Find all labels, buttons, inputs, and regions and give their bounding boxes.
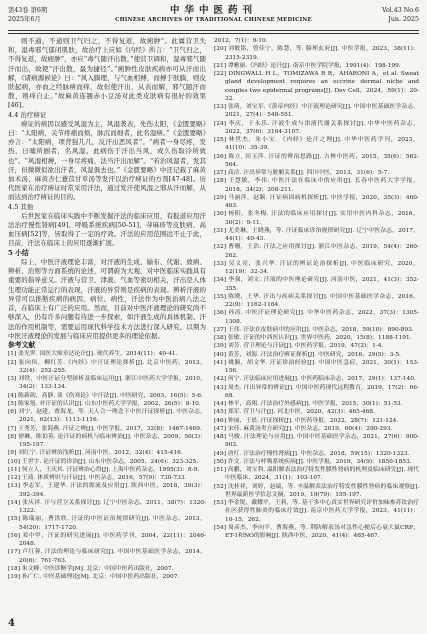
reference-item: [40] 黄芳，刘海. 汗法治疗痹证探析[J]. 中医研究，2016，29(5)：3-5. bbox=[214, 351, 401, 358]
left-column bbox=[8, 37, 206, 622]
page-number: 4 bbox=[8, 618, 15, 629]
reference-item: [38] 张敏. 汗证的中西医认识[J]. 世界中医药，2020，15(8)：1188-1191. bbox=[214, 335, 412, 341]
reference-item: [27] 高洁. 汗出异常与脏腑关系[J]. 四川中医，2013，31(6)：5-7. bbox=[214, 170, 390, 176]
reference-item: [43] 周杰. 汗出异常的辨证[J]. 中国中医药现代远程教育，2019，17(2)：66-68. bbox=[214, 384, 419, 399]
date-cn: 2025年6月 bbox=[8, 16, 41, 23]
references-list-right bbox=[214, 37, 419, 540]
issue-info-right bbox=[382, 6, 419, 24]
reference-item: [7] 王秀芳，张海燕. 汗证之辨[J]. 中医学报，2017，32(8)：1467-1469. bbox=[8, 425, 202, 432]
reference-item: [36] 孙涛. 中医汗证理论研究[J]. 中华中医药杂志，2022，37(3)：1305-1308. bbox=[214, 310, 419, 325]
journal-title-cn: 中华中医药刊 bbox=[169, 5, 257, 16]
section-4-5-title: 4.5 其他 bbox=[8, 202, 34, 211]
reference-item: [47] 宋佳. 麻黄汤类方研究[J]. 中医杂志，2019，60(4)：290-293. bbox=[214, 425, 393, 432]
reference-item: [5] 陈家旭. 对汗证的认识[J]. 山东中医药大学学报，2002，26(5)：8-10. bbox=[8, 400, 201, 407]
reference-item: [20] 刘敏铭，曾佳宁，陈慧，等. 腠理玄府[J]. 中医学报，2023，38(11)：2315-2319. bbox=[214, 46, 419, 61]
reference-item: [51] 高鹏，刘宝利. 温阳解表法治疗特发性膜性肾病的机理及临床研究[J]. 现代中医临床，2024，31(1)：103-107. bbox=[214, 467, 419, 482]
date-en: Jun. 2025 bbox=[388, 16, 419, 23]
reference-item: [4] 陈新韵，高静. 谈《伤寒论》中汗法[J]. 中医研究，2003，16(5)：5-6. bbox=[8, 392, 203, 399]
reference-item: [17] 卢红蓉. 汗法的理论与临床研究[J]. 中国中医基础医学杂志，2014，20(6)：761-763. bbox=[8, 549, 206, 564]
reference-item: [44] 林平，高翔. 汗法治疗外感病[J]. 中医学报，2015，30(1)：51-53. bbox=[214, 401, 403, 407]
reference-item: [34] 李强，刘文. 汗液的中医理论研究[J]. 河南中医，2021，41(3)：352-355. bbox=[214, 277, 419, 292]
journal-title bbox=[88, 5, 339, 24]
header-rule-thick bbox=[8, 30, 419, 31]
reference-item: [2] 张向伟，柳红芳.《内经》中汗证理论探析[J]. 北京中医药，2013，32(4)：252-255. bbox=[8, 359, 206, 374]
reference-item: [15] 陈瑞丽，曹洪欣. 汗证的中医证治规律研究[J]. 中医杂志，2013，54(20)：1717-1720. bbox=[8, 516, 206, 531]
reference-item: [3] 刘铁，中医汗证分型探析及临床运用[J]. 浙江中医药大学学报，2010，34(2)：133-134. bbox=[8, 376, 206, 391]
section-5-text: 综上，中医汗液理论丰富，对汗液的生成、输布、代谢、致病、辨析、治则等方面系统的论述，可谓蔚为大观，对中医临床实践具有重要的指导意义。汗液与营卫、津液、气血等密切相关，汗出是人体生理功能正常运行的表现，汗液的异常则是疾病的表现。辨析汗液的异常可以推断疾病的病因、病位、病性，汗法作为中医治病八法之首，在临床上有广泛的应用。然而，目前对中医汗液理论的研究尚不够深入，仍有许多问题有待进一步探索，如汗液生成的具体机制、汗法的作用机制等，需要运用现代科学技术方法进行深入研究，以期为中医汗液理论的发展与临床应用提供更多的理论依据。 bbox=[8, 258, 206, 340]
reference-item: [32] 曹珊，王浩. 汗法之应用探讨[J]. 浙江中医杂志，2019，54(4)：260-262. bbox=[214, 244, 419, 259]
section-4-5-text: 后世医家在临床实践中不断发掘汗法的临床应用，有报道应用汗法治疗慢性肾病[49]、呼吸系统疾病[50-51]、荨麻疹等皮肤病、高血压病[52]等，皆取得了一定的疗效。汗法的应用范围远不止于此，目前，汗法在临床上的应用逐渐扩展。 bbox=[8, 211, 206, 248]
reference-item: [22] DINGWALL H L，TOMIZAWA R R，AHARONI A，et al. Sweat gland development requires an eccrine dermal niche and couples two epidermal programs[J]. Dev Cell，2024，59(1)：20-32. bbox=[214, 71, 419, 102]
reference-item: [8] 徐琳，陈伯英. 论汗证的病机与临床辨治[J]. 中医杂志，2009，50(3)：195-197. bbox=[8, 433, 206, 449]
reference-item: [6] 刘宁，赵建，贾海龙，等. 天人合一理念下中医汗证探析[J]. 中医杂志，2021，62(13)：1113-1116. bbox=[8, 409, 206, 424]
section-4-4-text: 痹证的病因以感受风湿为主，风湿袭表，先伤太阳，《金匮要略》曰：“太阳病，关节疼痛而烦，脉沉而细者，此名湿痹。”《金匮要略》亦言：“太阳病，项背强几几，反汗出恶风者”。“病者一身尽疼，发热，日晡所剧者，名风湿。此病伤于汗出当风，或久伤取冷所致也”。“风湿相搏，一身尽疼痛，法当汗出而解”。“若治风湿者，发其汗，但微微似欲出汗者，风湿俱去也。”《金匮要略》中还记载了麻黄加术汤、麻黄杏仁薏苡甘草汤等发汗以治疗痹证的方剂[47-48]。历代医家在治疗痹证时常采用汗法，通过发汗使风湿之邪从汗而解，从而达到治疗痹证的目的。 bbox=[8, 119, 206, 202]
reference-item: [21] 谭雅丽.《内经》论汗[J]. 南京中医学院学报，1991(4)：198-199. bbox=[214, 62, 401, 69]
reference-item: [46] 钟丽，王晨. 汗证探析[J]. 中医药导报，2022，28(7)：121-124. bbox=[214, 417, 399, 424]
reference-item: [48] 马骏. 汗法理论与应用[J]. 中国中医基础医学杂志，2021，27(6)：900-903. bbox=[214, 434, 419, 449]
reference-item: [52] 沈桂祥，刘婷，赵瑞，等. 辛温解表法治疗特发性膜性肾病的临床观察[J]. 世界最新医学信息文摘，2019，19(79)：195-197. bbox=[214, 483, 419, 498]
reference-item: [12] 王琦. 体质辨识与汗证[J]. 中医杂志，2016，57(9)：730-733. bbox=[8, 475, 187, 482]
reference-item: [37] 王伟. 汗法在皮肤病中的应用[J]. 中医杂志，2018，59(10)：890-893. bbox=[214, 326, 414, 333]
header-rule-thin bbox=[8, 33, 419, 34]
reference-item: [39] 刘芳. 营卫理论与汗证[J]. 中医药学报，2019，47(2)：1-4. bbox=[214, 343, 384, 350]
reference-item: [29] 马丽萍，赵颖. 汗证病因病机探析[J]. 中医学报，2020，35(3)：460-463. bbox=[214, 194, 419, 209]
reference-item: [42] 何宁. 汗法临床应用进展[J]. 中医药临床杂志，2017，29(1)：137-140. bbox=[214, 376, 416, 383]
issue-info-left bbox=[8, 6, 47, 24]
reference-item: [11] 何立人，王庆其. 汗证辨治心得[J]. 上海中医药杂志，1995(3)：8-9. bbox=[8, 466, 200, 473]
reference-item: [45] 郑军. 营卫与汗[J]. 河北中医，2020，42(3)：465-468. bbox=[214, 409, 375, 416]
reference-item: [50] 许文. 汗法与呼吸系统疾病[J]. 中医学报，2019，34(9)：1850-1853. bbox=[214, 458, 412, 465]
reference-item: [30] 杨阳，张冬梅. 汗法的临床应用探讨[J]. 实用中医内科杂志，2016，30(2)：9-11. bbox=[214, 211, 419, 226]
reference-item: [16] 邓中甲，汗证的研究进展[J]. 中医药学刊，2004，22(11)：2046-2048. bbox=[8, 532, 206, 548]
reference-item: [28] 王慧敏，李伟. 中医汗法在临床中的应用[J]. 长春中医药大学学报，2018，34(2)：208-211. bbox=[214, 178, 419, 193]
reference-item: [10] 王世宇. 论汗证的诊治[J]. 山东中医杂志，2005，24(6)：323-325. bbox=[8, 458, 199, 465]
reference-item: [54] 周彦杰，李向平，曹海燕，等. 荆防解表汤对急性心梗后心衰大鼠CRP、ET-1和NO的影响[J]. 陕西中医，2020，41(4)：465-467. bbox=[214, 524, 419, 539]
intro-paragraph: 则不通，不通则卫气归之，不得复返，故痈肿”。此属营卫失和，湿毒邪气郁闭肌肤，故治疗上应如《内经》所言：“卫气归之，不得复返，故痈肿”，亦应“毒气随汗出散，”使营卫调和，湿毒邪气随汗而出，故使“汗出散，最为捷径”。”痈肿性皮肤疾病亦可从汗而出解，《诸病源候论》曰：“风入腠理，与气血相搏，而搏于肤腠，则皮肤起病，亦血之经脉痹而痒，故但使汗出，从表而解，邪气随汗而散，则痒自止。”故麻黄连翘赤小豆汤对此类皮肤病有很好的效果[46]。 bbox=[8, 37, 206, 110]
section-4-4-title: 4.4 治疗痹证 bbox=[8, 110, 47, 119]
reference-item: [31] 尤美琳，王晓燕，等. 汗证临床诊治规律研究[J]. 辽宁中医杂志，2017，44(1)：40-43. bbox=[214, 227, 419, 242]
reference-item: 2012，7(1)：9-10. bbox=[214, 38, 268, 44]
reference-item: [24] 李庆，于永乐. 汗液生成与津液代谢关系探讨[J]. 中华中医药杂志，2022，37(6)：3104-3107. bbox=[214, 120, 419, 135]
reference-item: [41] 姚颖，胡文华. 汗证诊治经验[J]. 中国中医急症，2021，30(1)：153-156. bbox=[214, 359, 419, 374]
reference-item: [35] 陈晓，王华. 汗出与疾病关系探讨[J]. 中国中医基础医学杂志，2016，22(9)：1162-1164. bbox=[214, 293, 419, 308]
reference-item: [1] 张光霁. 国医大师章达论汗[J]. 现代养生，2014(11)：40-41. bbox=[8, 351, 178, 358]
reference-item: [13] 李志军，王建华. 汗法的源流及应用[J]. 陕西中医，2018，39(3)：392-394. bbox=[8, 483, 206, 498]
reference-item: [25] 林世杰，朱小宝. 《内经》论汗之理[J]. 中华中医药学刊，2023，41(10)：35-39. bbox=[214, 137, 419, 152]
reference-item: [9] 刘红宁. 汗证辨治浅析[J]. 河南中医，2012，32(4)：415-416. bbox=[8, 450, 183, 457]
section-5-title: 5 小结 bbox=[8, 248, 29, 257]
reference-item: [26] 陈立, 田玉萍. 汗证的辨治思路[J]. 吉林中医药，2015，35(6)：562-564. bbox=[214, 153, 419, 168]
page-header bbox=[8, 5, 419, 31]
journal-title-en: CHINESE ARCHIVES OF TRADITIONAL CHINESE MEDICINE bbox=[115, 17, 312, 23]
volume-issue: 第43卷 第6期 bbox=[8, 7, 48, 14]
reference-item: [18] 朱文峰. 中医诊断学[M]. 北京：中国中医药出版社，2007. bbox=[8, 565, 174, 572]
reference-item: [19] 孙广仁. 中医基础理论[M]. 北京：中国中医药出版社，2007. bbox=[8, 574, 180, 581]
reference-item: [14] 张庆祥. 汗与营卫关系探讨[J]. 辽宁中医杂志，2011，38(7)：1320-1322. bbox=[8, 499, 206, 515]
reference-item: [49] 唐红. 汗法治疗慢性肾病[J]. 中医杂志，2018，59(15)：1320-1323. bbox=[214, 450, 410, 457]
references-heading: 参考文献 bbox=[8, 340, 36, 349]
right-column bbox=[214, 37, 419, 622]
volume-issue-en: Vol.43 No.6 bbox=[382, 7, 419, 14]
reference-item: [33] 吴义亮，张兴华. 汗证的辨证论治探析[J]. 中医临床研究，2020，12(19)：32-34. bbox=[214, 260, 419, 275]
references-list-left bbox=[8, 350, 206, 581]
reference-item: [53] 李金锐，戴耀平，王莉，等. 基于多中心真实世界研究评价加味参苏饮治疗社区获得性肺炎的临床疗效[J]. 南京中医药大学学报，2023，41(11)：10-15，262. bbox=[214, 500, 419, 523]
reference-item: [23] 张萌，刘宝军.《黄帝内经》中汗液理论研究[J]. 中国中医基础医学杂志，2021，27(4)：548-551. bbox=[214, 104, 419, 119]
